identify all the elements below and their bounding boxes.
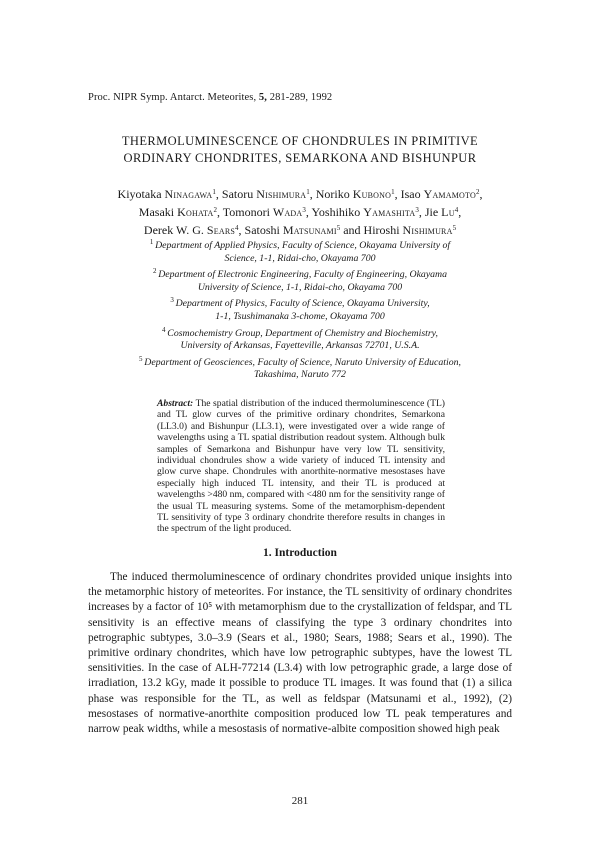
author-surname: Kohata (177, 205, 214, 219)
journal-header (88, 92, 332, 103)
affiliation-text: 1-1, Tsushimanaka 3-chome, Okayama 700 (215, 310, 385, 322)
author (401, 187, 483, 201)
author-affiliation-mark: 3 (415, 206, 419, 214)
author-separator: , (309, 187, 316, 201)
author-separator: , (458, 205, 462, 219)
affiliation-line (110, 265, 490, 282)
journal-volume: 5, (258, 92, 267, 103)
author-surname: Ninagawa (164, 187, 213, 201)
author-list (90, 184, 510, 238)
author-given-name: Masaki (138, 205, 178, 219)
affiliation-line (110, 369, 490, 382)
affiliation-list (110, 236, 490, 382)
author (364, 223, 457, 237)
affiliation-mark: 5 (139, 354, 145, 363)
author (139, 205, 223, 219)
author (222, 187, 316, 201)
affiliation-line (110, 311, 490, 324)
page-number: 281 (291, 795, 309, 807)
author-given-name: Isao (400, 187, 424, 201)
affiliation (110, 265, 490, 294)
author-given-name: Noriko (315, 187, 353, 201)
author-given-name: Jie (424, 205, 442, 219)
author-affiliation-mark: 5 (452, 224, 457, 232)
affiliation-text: Science, 1-1, Ridai-cho, Okayama 700 (224, 252, 376, 264)
abstract-label: Abstract: (157, 398, 194, 409)
affiliation-mark: 1 (149, 238, 156, 246)
affiliation-text: Takashima, Naruto 772 (254, 369, 346, 381)
author (311, 205, 424, 219)
affiliation-text: University of Arkansas, Fayetteville, Arkansas 72701, U.S.A. (180, 340, 420, 352)
author-separator: , (305, 205, 312, 219)
paper-title (60, 133, 540, 167)
affiliation-mark: 4 (162, 325, 168, 334)
author-given-name: Satoshi (244, 223, 283, 237)
author-given-name: Kiyotaka (117, 187, 165, 201)
author-surname: Nishimura (402, 223, 453, 237)
author (144, 223, 245, 237)
author-affiliation-mark: 1 (212, 188, 216, 196)
affiliation-line (110, 294, 490, 311)
author-affiliation-mark: 2 (475, 188, 480, 196)
body-paragraph: The induced thermoluminescence of ordinary chondrites provided unique insights into the metamorphic history of meteorites. For instance, the TL sensitivity of ordinary chondrites increases by a factor of 10⁵ with metamorphism due to the crystallization of feldspar, and TL sensitivity is an effective means of classifying the type 3 ordinary chondrites into petrographic subtypes, 3.0–3.9 (Sears et al., 1980; Sears, 1988; Sears et al., 1990). The primitive ordinary chondrites, which have low petrographic subtypes, have the lowest TL sensitivities. In the case of ALH-77214 (L3.4) with low petrographic grade, a large dose of irradiation, 13.2 kGy, made it possible to produce TL images. It was found that (1) a silica phase was responsible for the TL, as well as feldspar (Matsunami et al., 1992), (2) mesostases of normative-anorthite composition produced low TL peak temperatures and narrow peak widths, while a mesostasis of normative-albite composition showed high peak (88, 571, 512, 736)
author-separator: , (238, 223, 245, 237)
author-affiliation-mark: 5 (336, 224, 341, 232)
abstract (157, 398, 445, 535)
author-given-name: Derek W. G. (143, 223, 207, 237)
title-line-2: ORDINARY CHONDRITES, SEMARKONA AND BISHUNPUR (123, 151, 477, 165)
affiliation-text: Department of Geosciences, Faculty of Science, Naruto University of Education, (144, 356, 461, 368)
affiliation-mark: 3 (170, 296, 176, 305)
affiliation (110, 294, 490, 323)
affiliation-line (110, 253, 490, 266)
author-affiliation-mark: 1 (391, 188, 395, 196)
affiliation-text: Department of Physics, Faculty of Science, Okayama University, (175, 298, 430, 310)
affiliation-mark: 2 (152, 267, 159, 276)
author (118, 187, 222, 201)
author-given-name: Yoshihiko (311, 205, 364, 219)
affiliation-text: Cosmochemistry Group, Department of Chemistry and Biochemistry, (167, 327, 438, 339)
abstract-text: The spatial distribution of the induced thermoluminescence (TL) and TL glow curves of the primitive ordinary chondrites, Semarkona (LL3.0) and Bishunpur (LL3.1), were investigated over a wide range of wavelengths using a TL spatial distribution readout system. Although bulk samples of Semarkona and Bishunpur have very low TL sensitivity, individual chondrules show a wide variety of induced TL intensity and glow curve shape. Chondrules with anorthite-normative mesostases have especially high induced TL intensity, and their TL is produced at wavelengths >480 nm, compared with <480 nm for the sensitivity range of the usual TL measuring systems. Some of the metamorphism-dependent TL sensitivity of type 3 ordinary chondrite therefore results in changes in the spectrum of the light produced. (157, 398, 446, 535)
author-affiliation-mark: 1 (306, 188, 310, 196)
author-surname: Kubono (352, 187, 392, 201)
affiliation-line (110, 282, 490, 295)
author-surname: Lu (441, 205, 455, 219)
author-surname: Yamashita (363, 205, 416, 219)
affiliation (110, 353, 490, 382)
affiliation-line (110, 353, 490, 370)
author-separator: , (418, 205, 425, 219)
author-given-name: Hiroshi (363, 223, 403, 237)
affiliation-line (110, 340, 490, 353)
author-separator: and (340, 223, 364, 237)
author-affiliation-mark: 3 (302, 206, 306, 214)
affiliation-line (110, 236, 490, 253)
author (316, 187, 401, 201)
author-surname: Wada (272, 205, 303, 219)
author (425, 205, 461, 219)
author (223, 205, 312, 219)
author-separator: , (394, 187, 401, 201)
author-given-name: Tomonori (222, 205, 273, 219)
author-surname: Yamamoto (423, 187, 476, 201)
affiliation-text: University of Science, 1-1, Ridai-cho, Okayama 700 (197, 281, 403, 293)
author-given-name: Satoru (221, 187, 257, 201)
author-affiliation-mark: 4 (235, 224, 239, 232)
affiliation (110, 236, 490, 265)
affiliation-text: Department of Applied Physics, Faculty of Science, Okayama University of (155, 240, 451, 251)
author (245, 223, 364, 237)
author-separator: , (479, 187, 483, 201)
title-line-1: THERMOLUMINESCENCE OF CHONDRULES IN PRIMITIVE (121, 134, 479, 148)
author-surname: Nishimura (256, 187, 307, 201)
affiliation (110, 324, 490, 353)
affiliation-line (110, 324, 490, 341)
author-affiliation-mark: 2 (213, 206, 217, 214)
journal-pages-year: 281-289, 1992 (269, 92, 333, 103)
author-affiliation-mark: 4 (454, 206, 459, 214)
author-separator: , (216, 205, 223, 219)
section-heading: 1. Introduction (263, 547, 337, 559)
author-surname: Sears (206, 223, 236, 237)
journal-name: Proc. NIPR Symp. Antarct. Meteorites, (88, 92, 257, 103)
affiliation-text: Department of Electronic Engineering, Faculty of Engineering, Okayama (158, 269, 448, 281)
author-surname: Matsunami (282, 223, 337, 237)
author-separator: , (215, 187, 222, 201)
